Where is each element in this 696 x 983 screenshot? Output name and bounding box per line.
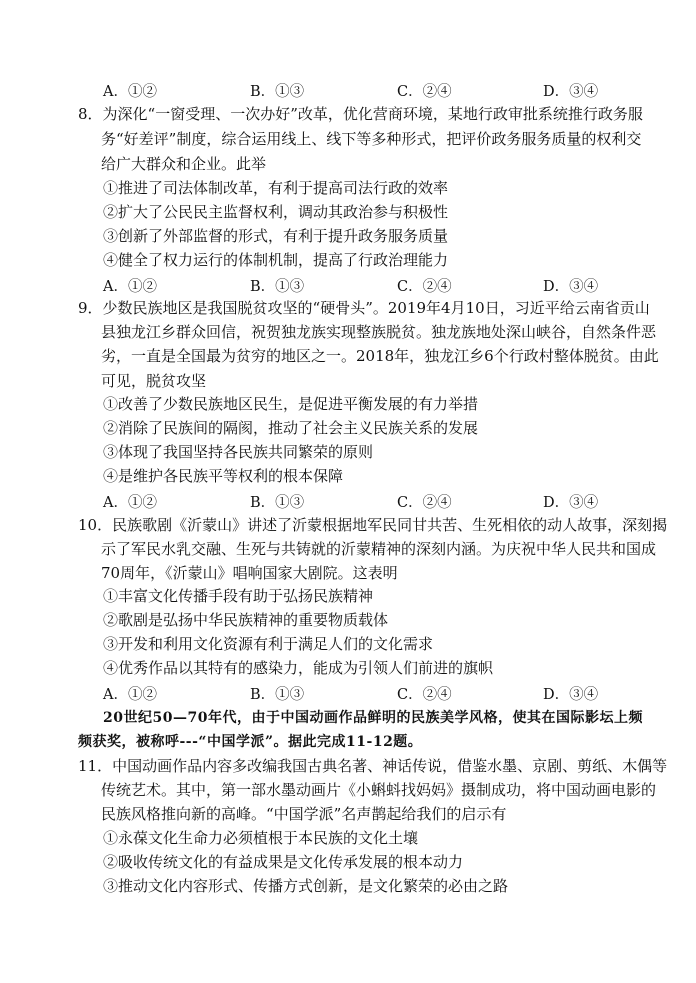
q8-stem-line-2: 务“好差评”制度，综合运用线上、线下等多种形式，把评价政务服务质量的权利交 [101,130,642,148]
q7-option-b: B．①③ [250,84,305,100]
q10-option-d: D．③④ [543,687,599,703]
q9-option-d: D．③④ [543,495,599,511]
q10-option-a: A．①② [103,687,157,703]
q10-item-2: ②歌剧是弘扬中华民族精神的重要物质载体 [103,611,389,629]
q10-stem-text-1: 民族歌剧《沂蒙山》讲述了沂蒙根据地军民同甘共苦、生死相依的动人故事，深刻揭 [112,516,668,534]
q7-options [103,80,623,100]
q11-stem-line-2: 传统艺术。其中，第一部水墨动画片《小蝌蚪找妈妈》摄制成功，将中国动画电影的 [101,781,657,799]
q9-stem-text-1: 少数民族地区是我国脱贫攻坚的“硬骨头”。2019年4月10日，习近平给云南省贡山 [102,299,650,317]
q8-item-3: ③创新了外部监督的形式，有利于提升政务服务质量 [103,227,449,245]
q10-item-4: ④优秀作品以其特有的感染力，能成为引领人们前进的旗帜 [103,659,494,677]
q10-option-c: C．②④ [397,687,452,703]
q9-stem-line-2: 县独龙江乡群众回信，祝贺独龙族实现整族脱贫。独龙族地处深山峡谷，自然条件恶 [101,323,657,341]
q10-stem-line-1 [78,515,667,535]
q8-option-a: A．①② [103,279,157,295]
q11-stem-line-1 [78,756,667,776]
q9-stem-line-1 [78,298,650,318]
q11-item-1: ①永葆文化生命力必须植根于本民族的文化土壤 [103,829,419,847]
q9-stem-line-3: 劣，一直是全国最为贫穷的地区之一。2018年，独龙江乡6个行政村整体脱贫。由此 [101,347,659,365]
q11-stem-line-3: 民族风格推向新的高峰。“中国学派”名声鹊起给我们的启示有 [101,805,507,823]
q9-options [103,491,623,511]
q9-option-a: A．①② [103,495,157,511]
q8-stem-text-1: 为深化“一窗受理、一次办好”改革，优化营商环境，某地行政审批系统推行政务服 [102,105,643,123]
q8-stem-line-3: 给广大群众和企业。此举 [101,155,267,173]
q8-option-b: B．①③ [250,279,305,295]
q11-item-2: ②吸收传统文化的有益成果是文化传承发展的根本动力 [103,853,464,871]
q7-option-c: C．②④ [397,84,452,100]
q10-item-1: ①丰富文化传播手段有助于弘扬民族精神 [103,587,374,605]
q11-number: 11． [78,757,113,775]
q8-item-2: ②扩大了公民民主监督权利，调动其政治参与积极性 [103,203,449,221]
q9-item-1: ①改善了少数民族地区民生，是促进平衡发展的有力举措 [103,395,479,413]
q9-option-c: C．②④ [397,495,452,511]
q11-stem-text-1: 中国动画作品内容多改编我国古典名著、神话传说，借鉴水墨、京剧、剪纸、木偶等 [112,757,668,775]
q10-options [103,683,623,703]
material-line-2: 频获奖，被称呼---“中国学派”。据此完成11-12题。 [78,734,423,750]
q9-stem-line-4: 可见，脱贫攻坚 [101,372,207,390]
q9-item-3: ③体现了我国坚持各民族共同繁荣的原则 [103,443,374,461]
q8-item-1: ①推进了司法体制改革，有利于提高司法行政的效率 [103,179,449,197]
q10-stem-line-2: 示了军民水乳交融、生死与共铸就的沂蒙精神的深刻内涵。为庆祝中华人民共和国成 [101,540,657,558]
q7-option-a: A．①② [103,84,157,100]
material-line-1: 20世纪50—70年代，由于中国动画作品鲜明的民族美学风格，使其在国际影坛上频 [103,710,643,726]
q8-stem-line-1 [78,104,643,124]
q11-item-3: ③推动文化内容形式、传播方式创新，是文化繁荣的必由之路 [103,877,509,895]
q8-option-d: D．③④ [543,279,599,295]
q10-item-3: ③开发和利用文化资源有利于满足人们的文化需求 [103,635,434,653]
q10-stem-line-3: 70周年，《沂蒙山》唱响国家大剧院。这表明 [101,564,398,582]
q10-option-b: B．①③ [250,687,305,703]
q10-number: 10． [78,516,113,534]
q8-options [103,275,623,295]
q8-item-4: ④健全了权力运行的体制机制，提高了行政治理能力 [103,251,449,269]
q7-option-d: D．③④ [543,84,599,100]
q8-option-c: C．②④ [397,279,452,295]
q8-number: 8． [78,105,103,123]
q9-number: 9． [78,299,103,317]
q9-option-b: B．①③ [250,495,305,511]
q9-item-4: ④是维护各民族平等权利的根本保障 [103,467,344,485]
q9-item-2: ②消除了民族间的隔阂，推动了社会主义民族关系的发展 [103,419,479,437]
